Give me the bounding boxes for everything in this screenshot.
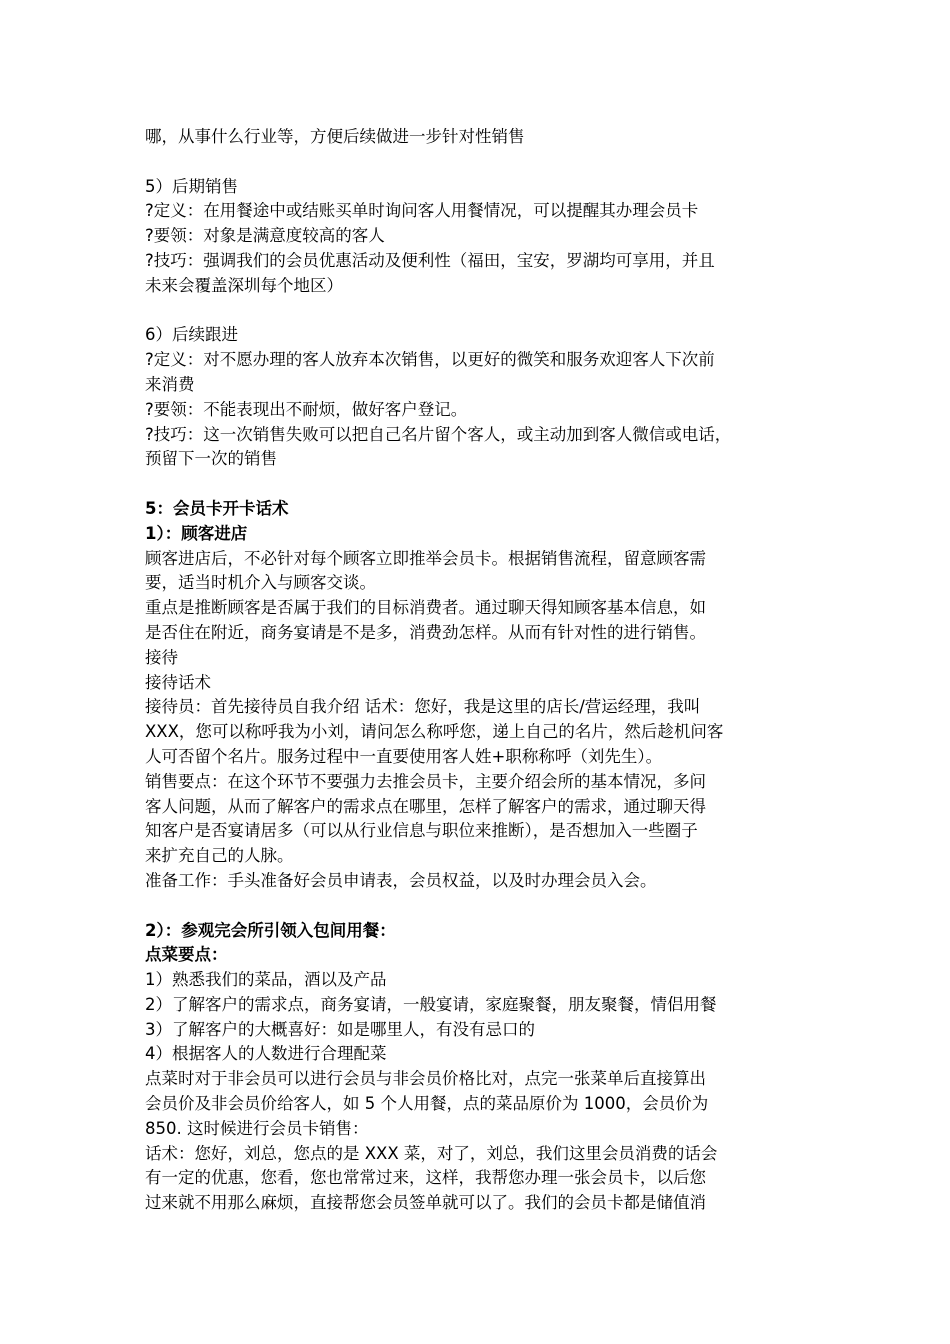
chapter-heading: 5：会员卡开卡话术 [145, 498, 289, 518]
text-line: ?要领：对象是满意度较高的客人 [145, 226, 385, 246]
text-line: 未来会覆盖深圳每个地区） [145, 275, 343, 295]
text-line: ?技巧：强调我们的会员优惠活动及便利性（福田，宝安，罗湖均可享用，并且 [145, 250, 715, 270]
text-line: 话术：您好，刘总，您点的是 XXX 菜，对了，刘总，我们这里会员消费的话会 [145, 1143, 718, 1163]
section-heading: 5）后期销售 [145, 176, 238, 196]
text-line: ?定义：对不愿办理的客人放弃本次销售，以更好的微笑和服务欢迎客人下次前 [145, 350, 715, 370]
text-line: 准备工作：手头准备好会员申请表，会员权益，以及时办理会员入会。 [145, 870, 657, 890]
list-item: 1）熟悉我们的菜品，酒以及产品 [145, 970, 387, 990]
text-line: 来扩充自己的人脉。 [145, 846, 294, 866]
text-line: 会员价及非会员价给客人，如 5 个人用餐，点的菜品原价为 1000，会员价为 [145, 1094, 709, 1114]
text-line: 人可否留个名片。服务过程中一直要使用客人姓+职称称呼（刘先生）。 [145, 746, 663, 766]
list-item: 3）了解客户的大概喜好：如是哪里人，有没有忌口的 [145, 1019, 535, 1039]
text-line: 点菜时对于非会员可以进行会员与非会员价格比对，点完一张菜单后直接算出 [145, 1069, 706, 1089]
text-line: 销售要点：在这个环节不要强力去推会员卡，主要介绍会所的基本情况，多问 [145, 771, 706, 791]
text-line: ?要领：不能表现出不耐烦，做好客户登记。 [145, 399, 468, 419]
text-line: 接待话术 [145, 672, 211, 692]
text-line: 知客户是否宴请居多（可以从行业信息与职位来推断），是否想加入一些圈子 [145, 821, 698, 841]
section-heading: 6）后续跟进 [145, 325, 238, 345]
document-body [145, 125, 815, 1216]
text-line: 接待员：首先接待员自我介绍 话术：您好，我是这里的店长/营运经理，我叫 [145, 697, 701, 717]
text-line: 来消费 [145, 374, 195, 394]
text-line: 有一定的优惠，您看，您也常常过来，这样，我帮您办理一张会员卡，以后您 [145, 1168, 706, 1188]
subsection-heading: 点菜要点： [145, 945, 228, 965]
text-line: 客人问题，从而了解客户的需求点在哪里，怎样了解客户的需求，通过聊天得 [145, 796, 706, 816]
text-line: 预留下一次的销售 [145, 449, 277, 469]
list-item: 4）根据客人的人数进行合理配菜 [145, 1044, 387, 1064]
text-line: ?定义：在用餐途中或结账买单时询问客人用餐情况，可以提醒其办理会员卡 [145, 201, 699, 221]
text-line: 重点是推断顾客是否属于我们的目标消费者。通过聊天得知顾客基本信息，如 [145, 598, 706, 618]
text-line: ?技巧：这一次销售失败可以把自己名片留个客人，或主动加到客人微信或电话， [145, 424, 732, 444]
text-line: XXX，您可以称呼我为小刘，请问怎么称呼您，递上自己的名片，然后趁机问客 [145, 722, 724, 742]
text-line: 接待 [145, 647, 178, 667]
subsection-heading: 1）：顾客进店 [145, 523, 248, 543]
text-line: 要，适当时机介入与顾客交谈。 [145, 573, 376, 593]
text-line: 过来就不用那么麻烦，直接帮您会员签单就可以了。我们的会员卡都是储值消 [145, 1193, 706, 1213]
text-line: 850. 这时候进行会员卡销售： [145, 1118, 369, 1138]
text-line: 顾客进店后，不必针对每个顾客立即推举会员卡。根据销售流程，留意顾客需 [145, 548, 706, 568]
subsection-heading: 2）：参观完会所引领入包间用餐： [145, 920, 396, 940]
text-line: 哪，从事什么行业等，方便后续做进一步针对性销售 [145, 127, 525, 146]
list-item: 2）了解客户的需求点，商务宴请，一般宴请，家庭聚餐，朋友聚餐，情侣用餐 [145, 994, 717, 1014]
text-line: 是否住在附近，商务宴请是不是多，消费劲怎样。从而有针对性的进行销售。 [145, 622, 706, 642]
